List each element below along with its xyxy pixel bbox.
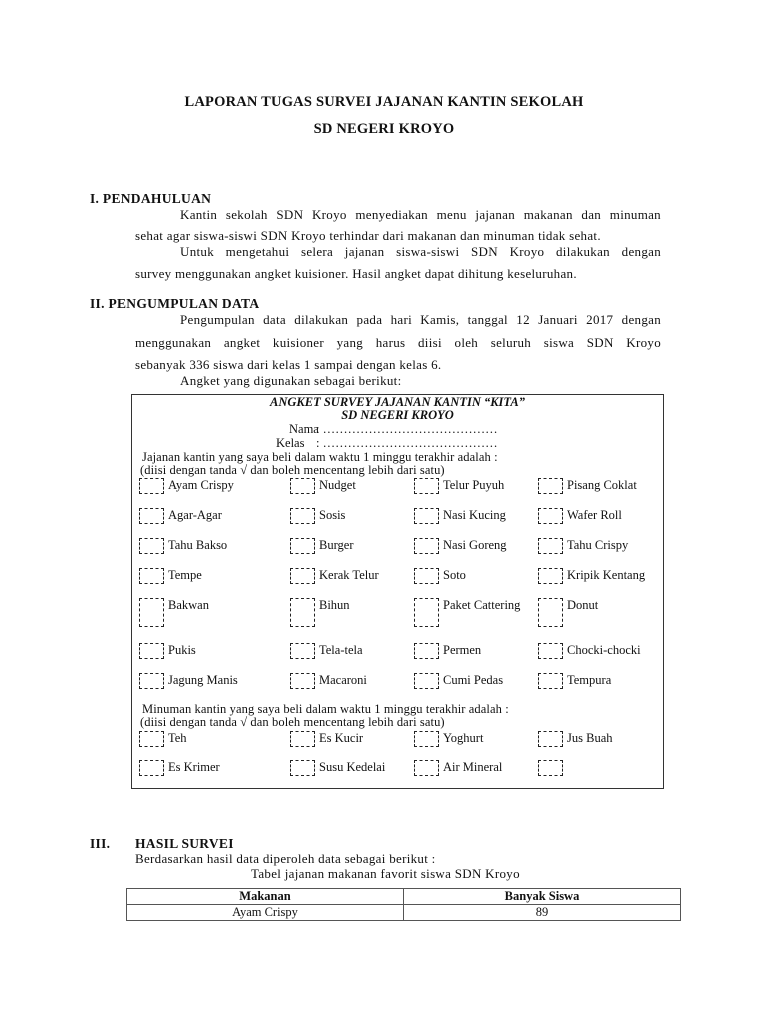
option-label: Chocki-chocki xyxy=(567,643,641,657)
option-label: Paket Cattering xyxy=(443,598,521,612)
option-label: Donut xyxy=(567,598,599,612)
option-label: Wafer Roll xyxy=(567,508,622,522)
option-checkbox[interactable] xyxy=(139,760,164,776)
favorite-food-table xyxy=(126,888,681,921)
table-header-row xyxy=(127,889,681,905)
option-label: Tahu Bakso xyxy=(168,538,228,552)
option-checkbox[interactable] xyxy=(414,598,439,627)
survey-subtitle: SD NEGERI KROYO xyxy=(341,408,454,422)
option-label: Susu Kedelai xyxy=(319,760,386,774)
option-checkbox[interactable] xyxy=(290,508,315,524)
option-checkbox[interactable] xyxy=(414,673,439,689)
survey-title: ANGKET SURVEY JAJANAN KANTIN “KITA” xyxy=(270,395,525,409)
option-label: Kripik Kentang xyxy=(567,568,646,582)
option-label: Macaroni xyxy=(319,673,367,687)
option-label: Tempura xyxy=(567,673,612,687)
option-checkbox[interactable] xyxy=(538,538,563,554)
option-label: Permen xyxy=(443,643,482,657)
option-checkbox[interactable] xyxy=(414,643,439,659)
name-label: Nama xyxy=(289,422,319,436)
option-checkbox[interactable] xyxy=(290,598,315,627)
paragraph-line: Angket yang digunakan sebagai berikut: xyxy=(180,373,402,388)
option-checkbox[interactable] xyxy=(414,760,439,776)
option-checkbox[interactable] xyxy=(414,478,439,494)
option-checkbox[interactable] xyxy=(290,568,315,584)
option-checkbox[interactable] xyxy=(538,643,563,659)
option-checkbox[interactable] xyxy=(290,731,315,747)
option-checkbox[interactable] xyxy=(538,731,563,747)
option-label: Teh xyxy=(168,731,187,745)
option-label: Nasi Goreng xyxy=(443,538,507,552)
option-label: Ayam Crispy xyxy=(168,478,234,492)
option-label: Sosis xyxy=(319,508,346,522)
drink-note: (diisi dengan tanda √ dan boleh mencentang lebih dari satu) xyxy=(140,715,445,729)
paragraph-line: sebanyak 336 siswa dari kelas 1 sampai dengan kelas 6. xyxy=(135,357,442,372)
option-label: Nudget xyxy=(319,478,356,492)
option-checkbox[interactable] xyxy=(290,760,315,776)
option-checkbox[interactable] xyxy=(139,568,164,584)
document-title: LAPORAN TUGAS SURVEI JAJANAN KANTIN SEKOLAH xyxy=(184,94,584,110)
option-label: Soto xyxy=(443,568,466,582)
option-label: Es Krimer xyxy=(168,760,220,774)
results-intro: Berdasarkan hasil data diperoleh data sebagai berikut : xyxy=(135,851,436,866)
option-checkbox[interactable] xyxy=(538,760,563,776)
table-cell: Ayam Crispy xyxy=(127,905,404,921)
table-cell: 89 xyxy=(404,905,681,921)
option-label: Yoghurt xyxy=(443,731,484,745)
option-label: Cumi Pedas xyxy=(443,673,504,687)
option-label: Pisang Coklat xyxy=(567,478,637,492)
option-label: Agar-Agar xyxy=(168,508,222,522)
option-label: Pukis xyxy=(168,643,196,657)
option-label: Bakwan xyxy=(168,598,209,612)
option-checkbox[interactable] xyxy=(139,731,164,747)
option-label: Tahu Crispy xyxy=(567,538,629,552)
option-label: Jus Buah xyxy=(567,731,613,745)
option-checkbox[interactable] xyxy=(538,508,563,524)
option-checkbox[interactable] xyxy=(290,673,315,689)
column-header-makanan: Makanan xyxy=(127,889,404,905)
option-label: Es Kucir xyxy=(319,731,364,745)
document-subtitle: SD NEGERI KROYO xyxy=(313,121,455,137)
option-checkbox[interactable] xyxy=(139,673,164,689)
table-row xyxy=(127,905,681,921)
section-heading-pengumpulan-data: II. PENGUMPULAN DATA xyxy=(90,296,260,311)
option-label: Burger xyxy=(319,538,354,552)
paragraph-line: menggunakan angket kuisioner yang harus diisi oleh seluruh siswa SDN Kroyo xyxy=(135,335,661,350)
option-checkbox[interactable] xyxy=(414,538,439,554)
drink-question: Minuman kantin yang saya beli dalam waktu 1 minggu terakhir adalah : xyxy=(142,702,509,716)
option-checkbox[interactable] xyxy=(414,731,439,747)
paragraph-line: survey menggunakan angket kuisioner. Hasil angket dapat dihitung keseluruhan. xyxy=(135,266,577,281)
option-label: Bihun xyxy=(319,598,350,612)
paragraph-line: Pengumpulan data dilakukan pada hari Kamis, tanggal 12 Januari 2017 dengan xyxy=(180,312,661,327)
option-label: Tempe xyxy=(168,568,202,582)
option-checkbox[interactable] xyxy=(290,643,315,659)
option-label: Kerak Telur xyxy=(319,568,379,582)
section-heading-hasil-survei: HASIL SURVEI xyxy=(135,836,234,851)
option-checkbox[interactable] xyxy=(139,643,164,659)
class-label: Kelas xyxy=(276,436,305,450)
section-number-iii: III. xyxy=(90,836,111,851)
option-label: Jagung Manis xyxy=(168,673,238,687)
option-checkbox[interactable] xyxy=(538,598,563,627)
option-checkbox[interactable] xyxy=(538,568,563,584)
food-question: Jajanan kantin yang saya beli dalam waktu 1 minggu terakhir adalah : xyxy=(142,450,498,464)
section-heading-pendahuluan: I. PENDAHULUAN xyxy=(90,191,212,206)
option-checkbox[interactable] xyxy=(538,478,563,494)
paragraph-line: Untuk mengetahui selera jajanan siswa-siswi SDN Kroyo dilakukan dengan xyxy=(180,244,661,259)
option-checkbox[interactable] xyxy=(414,568,439,584)
option-label: Air Mineral xyxy=(443,760,503,774)
option-checkbox[interactable] xyxy=(139,598,164,627)
option-label: Tela-tela xyxy=(319,643,363,657)
option-checkbox[interactable] xyxy=(290,538,315,554)
column-header-banyak-siswa: Banyak Siswa xyxy=(404,889,681,905)
option-checkbox[interactable] xyxy=(290,478,315,494)
option-checkbox[interactable] xyxy=(139,538,164,554)
option-checkbox[interactable] xyxy=(414,508,439,524)
table-caption: Tabel jajanan makanan favorit siswa SDN Kroyo xyxy=(251,866,520,881)
name-field[interactable]: : …………………………………… xyxy=(316,422,498,436)
class-field[interactable]: : …………………………………… xyxy=(316,436,498,450)
food-note: (diisi dengan tanda √ dan boleh mencentang lebih dari satu) xyxy=(140,463,445,477)
paragraph-line: Kantin sekolah SDN Kroyo menyediakan menu jajanan makanan dan minuman xyxy=(180,207,661,222)
option-checkbox[interactable] xyxy=(538,673,563,689)
paragraph-line: sehat agar siswa-siswi SDN Kroyo terhindar dari makanan dan minuman tidak sehat. xyxy=(135,228,601,243)
option-checkbox[interactable] xyxy=(139,478,164,494)
option-checkbox[interactable] xyxy=(139,508,164,524)
option-label: Nasi Kucing xyxy=(443,508,506,522)
option-label: Telur Puyuh xyxy=(443,478,505,492)
